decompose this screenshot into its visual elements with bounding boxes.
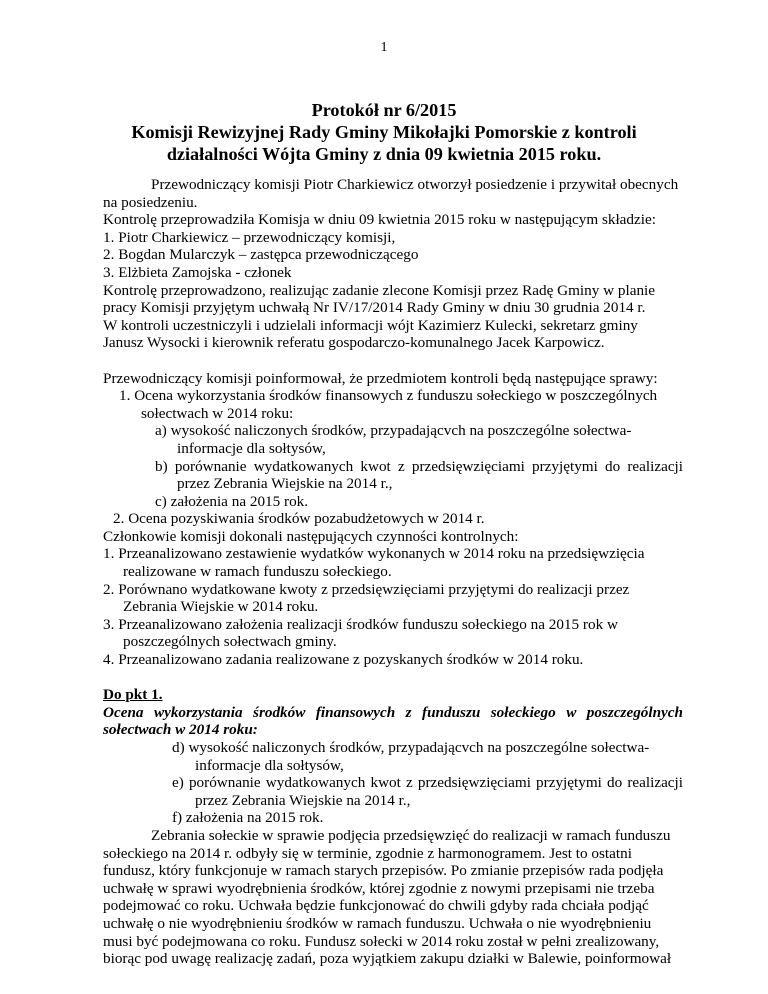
title-line-1: Protokół nr 6/2015: [311, 100, 457, 120]
activities-heading: Członkowie komisji dokonali następujących czynności kontrolnych:: [103, 527, 519, 545]
spacer: [103, 352, 683, 370]
subject-a-line-2: informacje dla sołtysów,: [177, 439, 326, 457]
point-1-subtitle-line-1: Ocena wykorzystania środków finansowych z funduszu sołeckiego w poszczególnych: [103, 703, 683, 721]
point-1-e-line-2: przez Zebrania Wiejskie na 2014 r.,: [195, 791, 411, 809]
subject-1-line-2: sołectwach w 2014 roku:: [141, 404, 294, 422]
basis-line-1: Kontrolę przeprowadzono, realizując zadanie zlecone Komisji przez Radę Gminy w planie: [103, 281, 656, 299]
basis-line-2: pracy Komisji przyjętym uchwałą Nr IV/17/2014 Rady Gminy w dniu 30 grudnia 2014 r.: [103, 299, 646, 317]
participants-line-1: W kontroli uczestniczyli i udzielali informacji wójt Kazimierz Kulecki, sekretarz gminy: [103, 316, 638, 334]
activity-1-line-2: realizowane w ramach funduszu sołeckiego.: [123, 563, 392, 581]
title-line-3: działalności Wójta Gminy z dnia 09 kwietnia 2015 roku.: [166, 144, 602, 164]
composition-line: Kontrolę przeprowadziła Komisja w dniu 09 kwietnia 2015 roku w następującym składzie:: [103, 211, 656, 229]
participants-line-2: Janusz Wysocki i kierownik referatu gospodarczo-komunalnego Jacek Karpowicz.: [103, 334, 605, 352]
subjects-heading: Przewodniczący komisji poinformował, że przedmiotem kontroli będą następujące sprawy:: [103, 369, 658, 387]
point-1-para-line-2: sołeckiego na 2014 r. odbyły się w terminie, zgodnie z harmonogramem. Jest to ostatni: [103, 844, 632, 862]
point-1-e-line-1: e) porównanie wydatkowanych kwot z przedsięwzięciami przyjętymi do realizacji: [172, 774, 683, 792]
point-1-para-line-4: uchwałę w sprawi wyodrębnienia środków, której zgodnie z nowymi przepisami nie trzeba: [103, 879, 655, 897]
point-1-para-line-6: uchwałę o nie wyodrębnieniu środków w ramach funduszu. Uchwała o nie wyodrębnieniu: [103, 914, 652, 932]
page-number: 1: [380, 40, 388, 55]
point-1-d-line-2: informacje dla sołtysów,: [195, 756, 344, 774]
activity-3-line-2: poszczególnych sołectwach gminy.: [123, 633, 337, 651]
document-title: [100, 99, 668, 165]
point-1-para-line-5: podejmować co roku. Uchwała będzie funkcjonować do chwili gdyby rada chciała podjąć: [103, 897, 649, 915]
title-line-2: Komisji Rewizyjnej Rady Gminy Mikołajki Pomorskie z kontroli: [131, 122, 637, 142]
member-3: 3. Elżbieta Zamojska - członek: [103, 263, 292, 281]
subject-b-line-2: przez Zebrania Wiejskie na 2014 r.,: [177, 475, 393, 493]
point-1-subtitle-line-2: sołectwach w 2014 roku:: [103, 721, 258, 739]
member-1: 1. Piotr Charkiewicz – przewodniczący komisji,: [103, 228, 396, 246]
point-1-heading: Do pkt 1.: [103, 686, 163, 704]
point-1-para-line-1: Zebrania sołeckie w sprawie podjęcia przedsięwzięć do realizacji w ramach funduszu: [151, 826, 671, 844]
point-1-f: f) założenia na 2015 rok.: [172, 809, 324, 827]
member-2: 2. Bogdan Mularczyk – zastępca przewodniczącego: [103, 246, 419, 264]
point-1-d-line-1: d) wysokość naliczonych środków, przypadającvch na poszczególne sołectwa-: [172, 739, 650, 756]
intro-line-2: na posiedzeniu.: [103, 193, 198, 211]
activity-2-line-1: 2. Porównano wydatkowane kwoty z przedsięwzięciami przyjętymi do realizacji przez: [103, 580, 630, 598]
intro-line-1: Przewodniczący komisji Piotr Charkiewicz otworzył posiedzenie i przywitał obecnych: [151, 176, 679, 193]
activity-1-line-1: 1. Przeanalizowano zestawienie wydatków wykonanych w 2014 roku na przedsięwzięcia: [103, 545, 645, 563]
subject-1-line-1: 1. Ocena wykorzystania środków finansowych z funduszu sołeckiego w poszczególnych: [119, 387, 658, 405]
document-body: [103, 176, 683, 968]
subject-b-line-1: b) porównanie wydatkowanych kwot z przedsięwzięciami przyjętymi do realizacji: [155, 457, 683, 475]
point-1-para-line-7: musi być podejmowana co roku. Fundusz sołecki w 2014 roku został w pełni zrealizowany,: [103, 932, 660, 950]
subject-2: 2. Ocena pozyskiwania środków pozabudżetowych w 2014 r.: [113, 510, 485, 528]
subject-a-line-1: a) wysokość naliczonych środków, przypadającvch na poszczególne sołectwa-: [155, 422, 632, 440]
activity-3-line-1: 3. Przeanalizowano założenia realizacji środków funduszu sołeckiego na 2015 rok w: [103, 615, 618, 633]
spacer: [103, 669, 683, 687]
point-1-para-line-8: biorąc pod uwagę realizację zadań, poza wyjątkiem zakupu działki w Balewie, poinformował: [103, 950, 672, 968]
subject-c: c) założenia na 2015 rok.: [155, 492, 309, 510]
activity-2-line-2: Zebrania Wiejskie w 2014 roku.: [123, 598, 319, 616]
activity-4: 4. Przeanalizowano zadania realizowane z pozyskanych środków w 2014 roku.: [103, 651, 584, 669]
point-1-para-line-3: fundusz, który funkcjonuje w ramach starych przepisów. Po zmianie przepisów rada podjęła: [103, 862, 664, 880]
